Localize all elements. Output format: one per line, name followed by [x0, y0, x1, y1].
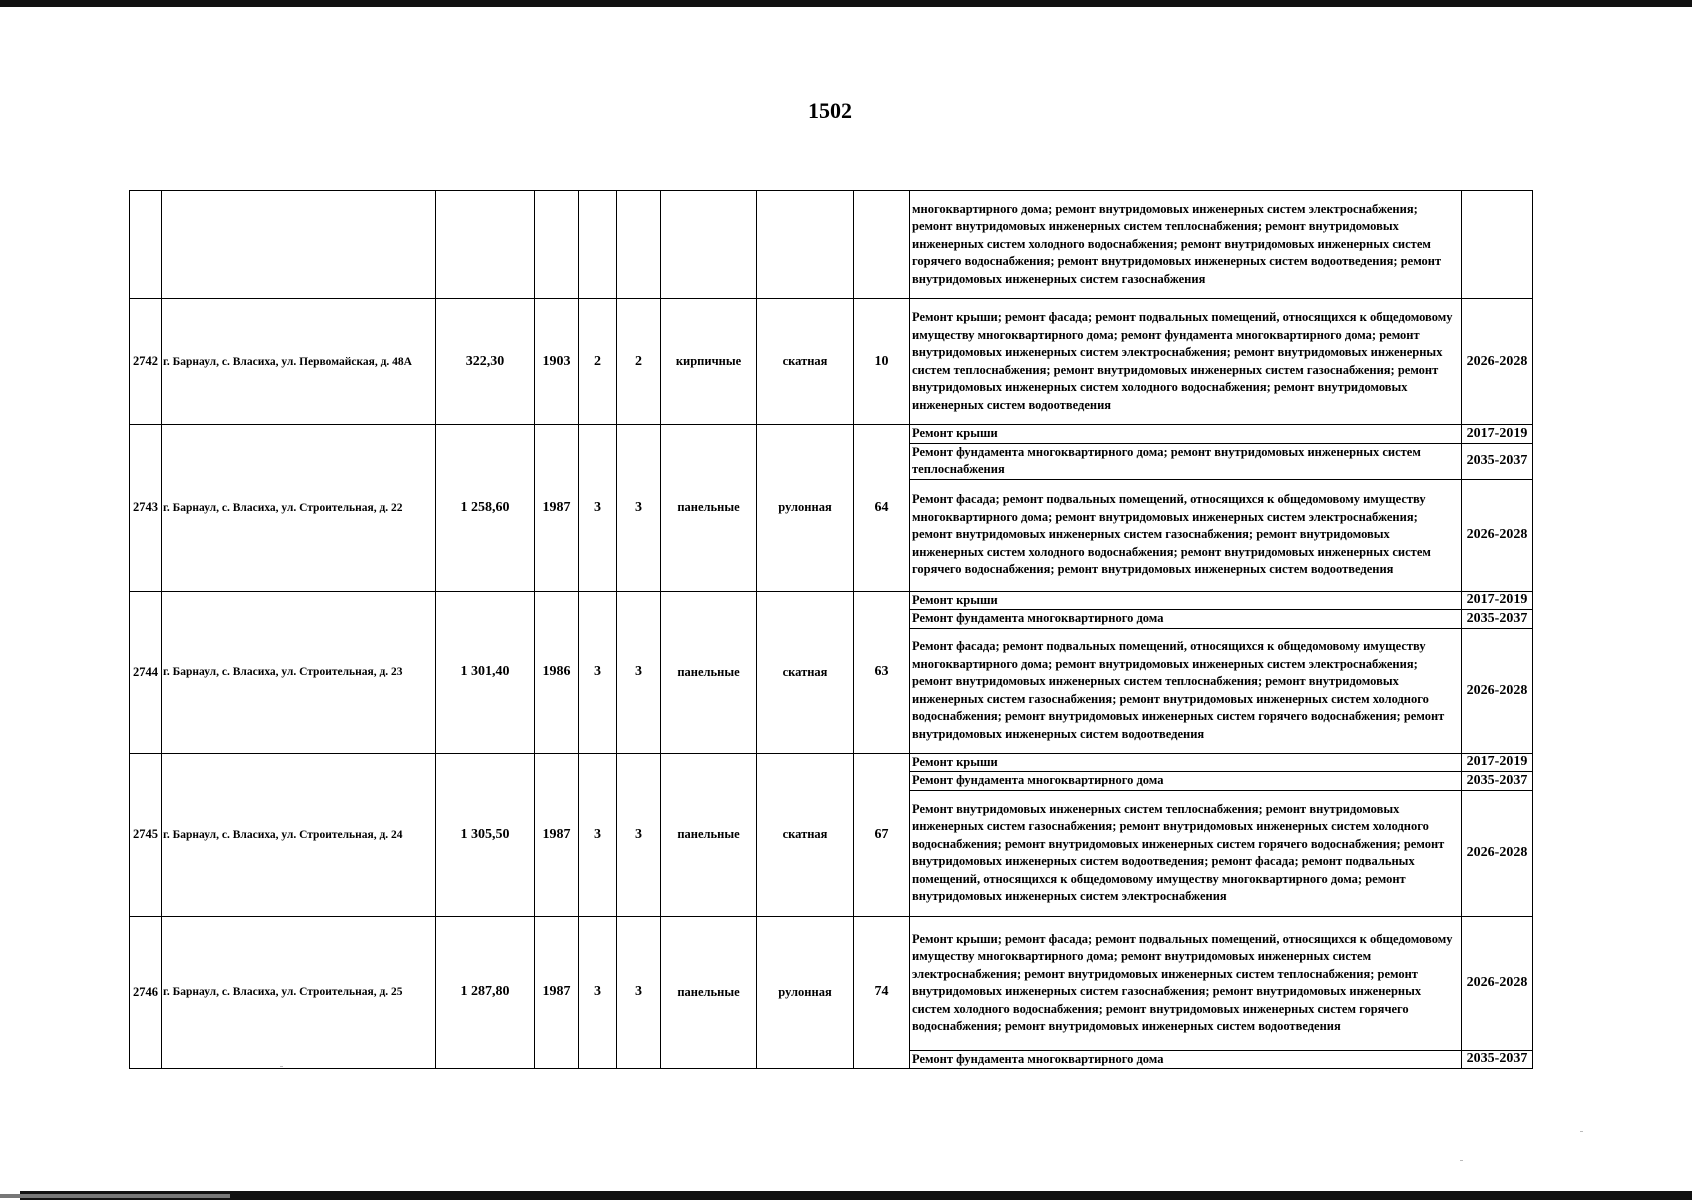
- id-cell: 2744: [130, 591, 162, 753]
- page-number: 1502: [808, 98, 852, 123]
- area-cell: 1 301,40: [436, 591, 535, 753]
- work-description: Ремонт внутридомовых инженерных систем теплоснабжения; ремонт внутридомовых инженерных систем газоснабжения; ремонт внутридомовых инженерных систем холодного водоснабжения; ремонт внутридомовых инженерных систем горячего водоснабжения; ремонт внутридомовых инженерных систем водоотведения; ремонт фасада; ремонт подвальных помещений, относящихся к общедомовому имуществу многоквартирного дома; ремонт внутридомовых инженерных систем электроснабжения: [910, 790, 1462, 916]
- year-cell: 1986: [535, 591, 579, 753]
- work-description: Ремонт крыши; ремонт фасада; ремонт подвальных помещений, относящихся к общедомовому имуществу многоквартирного дома; ремонт внутридомовых инженерных систем электроснабжения; ремонт внутридомовых инженерных систем теплоснабжения; ремонт внутридомовых инженерных систем газоснабжения; ремонт внутридомовых инженерных систем холодного водоснабжения; ремонт внутридомовых инженерных систем горячего водоснабжения; ремонт внутридомовых инженерных систем водоотведения: [910, 916, 1462, 1050]
- scan-speck: [1580, 1131, 1583, 1132]
- area-cell: 1 258,60: [436, 425, 535, 592]
- address-cell: г. Барнаул, с. Власиха, ул. Строительная, д. 24: [162, 753, 436, 916]
- table-row: [130, 299, 1533, 425]
- scan-edge-bottom-left: [0, 1194, 230, 1198]
- roof-cell: скатная: [757, 299, 854, 425]
- table-row: [130, 425, 1533, 444]
- walls-cell: [661, 191, 757, 299]
- year-cell: 1903: [535, 299, 579, 425]
- id-cell: 2743: [130, 425, 162, 592]
- work-description: Ремонт крыши; ремонт фасада; ремонт подвальных помещений, относящихся к общедомовому имуществу многоквартирного дома; ремонт фундамента многоквартирного дома; ремонт внутридомовых инженерных систем электроснабжения; ремонт внутридомовых инженерных систем теплоснабжения; ремонт внутридомовых инженерных систем газоснабжения; ремонт внутридомовых инженерных систем холодного водоснабжения; ремонт внутридомовых инженерных систем водоотведения: [910, 299, 1462, 425]
- entrances-cell: 3: [617, 425, 661, 592]
- residents-cell: 74: [854, 916, 910, 1069]
- entrances-cell: 3: [617, 916, 661, 1069]
- work-description: Ремонт фундамента многоквартирного дома: [910, 772, 1462, 791]
- roof-cell: скатная: [757, 591, 854, 753]
- table-row: [130, 753, 1533, 772]
- period-cell: 2026-2028: [1462, 479, 1533, 591]
- repair-program-table: [129, 190, 1533, 1069]
- area-cell: [436, 191, 535, 299]
- work-description: Ремонт фундамента многоквартирного дома: [910, 1050, 1462, 1069]
- walls-cell: панельные: [661, 753, 757, 916]
- scan-speck: [280, 1066, 283, 1067]
- id-cell: [130, 191, 162, 299]
- period-cell: 2026-2028: [1462, 299, 1533, 425]
- year-cell: 1987: [535, 753, 579, 916]
- period-cell: [1462, 191, 1533, 299]
- address-cell: г. Барнаул, с. Власиха, ул. Строительная, д. 22: [162, 425, 436, 592]
- period-cell: 2017-2019: [1462, 425, 1533, 444]
- work-description: многоквартирного дома; ремонт внутридомовых инженерных систем электроснабжения; ремонт внутридомовых инженерных систем теплоснабжения; ремонт внутридомовых инженерных систем холодного водоснабжения; ремонт внутридомовых инженерных систем горячего водоснабжения; ремонт внутридомовых инженерных систем водоотведения; ремонт внутридомовых инженерных систем газоснабжения: [910, 191, 1462, 299]
- address-cell: г. Барнаул, с. Власиха, ул. Строительная, д. 23: [162, 591, 436, 753]
- area-cell: 1 287,80: [436, 916, 535, 1069]
- scan-edge-bottom: [20, 1191, 1692, 1200]
- address-cell: [162, 191, 436, 299]
- residents-cell: 67: [854, 753, 910, 916]
- roof-cell: [757, 191, 854, 299]
- year-cell: 1987: [535, 425, 579, 592]
- area-cell: 1 305,50: [436, 753, 535, 916]
- residents-cell: 64: [854, 425, 910, 592]
- period-cell: 2026-2028: [1462, 916, 1533, 1050]
- table-row: [130, 916, 1533, 1050]
- entrances-cell: 3: [617, 591, 661, 753]
- floors-cell: 3: [579, 916, 617, 1069]
- work-description: Ремонт крыши: [910, 425, 1462, 444]
- roof-cell: скатная: [757, 753, 854, 916]
- floors-cell: 3: [579, 425, 617, 592]
- table-row: [130, 591, 1533, 610]
- period-cell: 2035-2037: [1462, 1050, 1533, 1069]
- roof-cell: рулонная: [757, 916, 854, 1069]
- entrances-cell: 3: [617, 753, 661, 916]
- id-cell: 2745: [130, 753, 162, 916]
- walls-cell: кирпичные: [661, 299, 757, 425]
- entrances-cell: [617, 191, 661, 299]
- table-body: [130, 191, 1533, 1069]
- table-row-continuation: [130, 191, 1533, 299]
- floors-cell: 3: [579, 591, 617, 753]
- period-cell: 2026-2028: [1462, 790, 1533, 916]
- period-cell: 2026-2028: [1462, 628, 1533, 753]
- floors-cell: [579, 191, 617, 299]
- residents-cell: 10: [854, 299, 910, 425]
- year-cell: 1987: [535, 916, 579, 1069]
- residents-cell: 63: [854, 591, 910, 753]
- address-cell: г. Барнаул, с. Власиха, ул. Первомайская, д. 48А: [162, 299, 436, 425]
- work-description: Ремонт фасада; ремонт подвальных помещений, относящихся к общедомовому имуществу многоквартирного дома; ремонт внутридомовых инженерных систем электроснабжения; ремонт внутридомовых инженерных систем теплоснабжения; ремонт внутридомовых инженерных систем газоснабжения; ремонт внутридомовых инженерных систем холодного водоснабжения; ремонт внутридомовых инженерных систем горячего водоснабжения; ремонт внутридомовых инженерных систем водоотведения: [910, 628, 1462, 753]
- walls-cell: панельные: [661, 591, 757, 753]
- scan-speck: [1460, 1160, 1463, 1161]
- period-cell: 2017-2019: [1462, 591, 1533, 610]
- work-description: Ремонт фундамента многоквартирного дома: [910, 610, 1462, 629]
- work-description: Ремонт крыши: [910, 753, 1462, 772]
- area-cell: 322,30: [436, 299, 535, 425]
- floors-cell: 3: [579, 753, 617, 916]
- period-cell: 2035-2037: [1462, 772, 1533, 791]
- floors-cell: 2: [579, 299, 617, 425]
- id-cell: 2746: [130, 916, 162, 1069]
- address-cell: г. Барнаул, с. Власиха, ул. Строительная, д. 25: [162, 916, 436, 1069]
- id-cell: 2742: [130, 299, 162, 425]
- walls-cell: панельные: [661, 425, 757, 592]
- scan-edge-top: [0, 0, 1692, 7]
- work-description: Ремонт фундамента многоквартирного дома; ремонт внутридомовых инженерных систем теплоснабжения: [910, 443, 1462, 479]
- roof-cell: рулонная: [757, 425, 854, 592]
- period-cell: 2035-2037: [1462, 443, 1533, 479]
- period-cell: 2017-2019: [1462, 753, 1533, 772]
- residents-cell: [854, 191, 910, 299]
- work-description: Ремонт крыши: [910, 591, 1462, 610]
- year-cell: [535, 191, 579, 299]
- period-cell: 2035-2037: [1462, 610, 1533, 629]
- work-description: Ремонт фасада; ремонт подвальных помещений, относящихся к общедомовому имуществу многоквартирного дома; ремонт внутридомовых инженерных систем электроснабжения; ремонт внутридомовых инженерных систем газоснабжения; ремонт внутридомовых инженерных систем холодного водоснабжения; ремонт внутридомовых инженерных систем горячего водоснабжения; ремонт внутридомовых инженерных систем водоотведения: [910, 479, 1462, 591]
- entrances-cell: 2: [617, 299, 661, 425]
- walls-cell: панельные: [661, 916, 757, 1069]
